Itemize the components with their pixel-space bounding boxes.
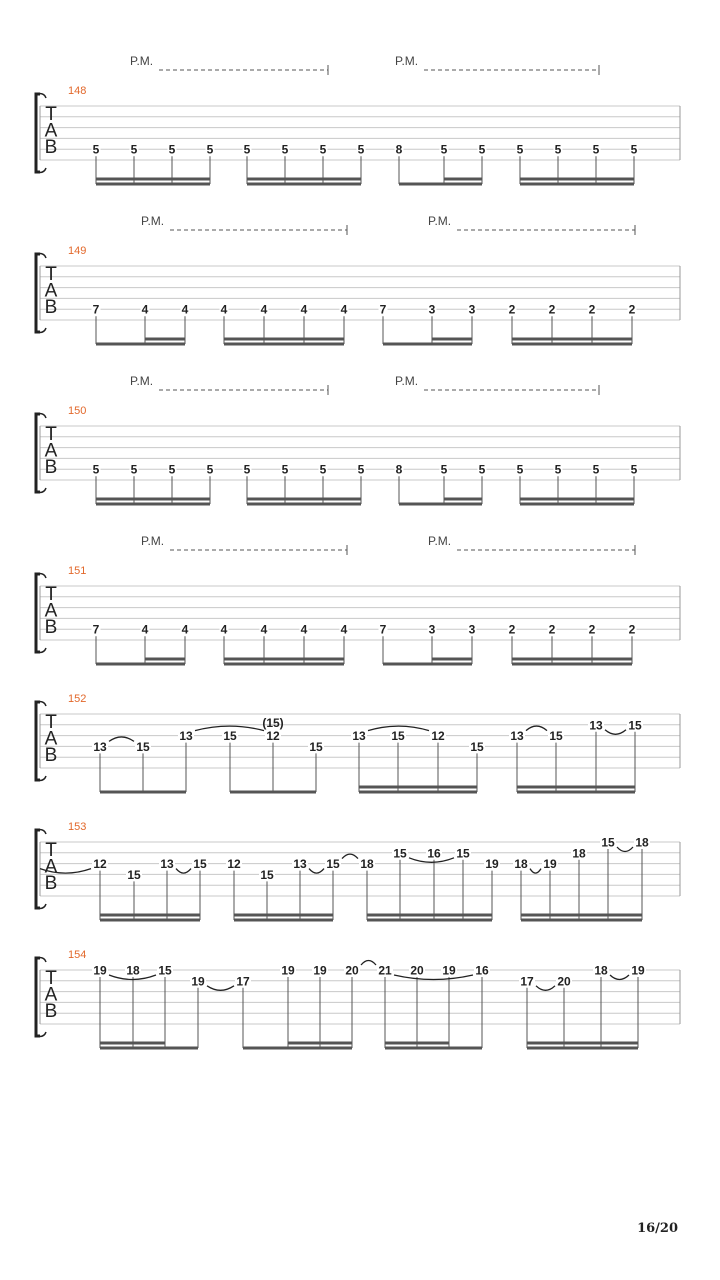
fret-number: 16 <box>427 846 441 861</box>
fret-number: 5 <box>554 142 562 157</box>
fret-number: 5 <box>357 142 365 157</box>
slur <box>109 737 134 742</box>
fret-number: 21 <box>378 963 392 978</box>
fret-number: 18 <box>572 846 586 861</box>
fret-number: 18 <box>360 857 374 872</box>
fret-number: 8 <box>395 462 403 477</box>
tab-system <box>36 821 680 920</box>
fret-number: 5 <box>357 462 365 477</box>
fret-number: 15 <box>223 729 237 744</box>
fret-number: 13 <box>179 729 193 744</box>
measure-number: 153 <box>68 821 87 833</box>
fret-number: 5 <box>281 462 289 477</box>
fret-number: 5 <box>516 462 524 477</box>
fret-number: 20 <box>345 963 359 978</box>
fret-number: 2 <box>628 622 636 637</box>
tab-clef-letter: B <box>44 1001 58 1022</box>
fret-number: 15 <box>127 867 141 882</box>
fret-number: 5 <box>630 462 638 477</box>
fret-number: 5 <box>440 462 448 477</box>
fret-number: 18 <box>514 857 528 872</box>
fret-number: 3 <box>428 302 436 317</box>
fret-number: 5 <box>440 142 448 157</box>
fret-number: 15 <box>456 846 470 861</box>
palm-mute-label: P.M. <box>428 214 452 228</box>
fret-number: 15 <box>326 857 340 872</box>
fret-number: 5 <box>168 142 176 157</box>
fret-number: 5 <box>478 462 486 477</box>
fret-number: 15 <box>136 739 150 754</box>
tab-clef-letter: T <box>45 968 57 989</box>
tab-clef-letter: A <box>44 440 58 462</box>
fret-number: 2 <box>548 302 556 317</box>
fret-number: 5 <box>206 462 214 477</box>
fret-number: 5 <box>319 142 327 157</box>
staff-bracket <box>36 414 40 492</box>
fret-number: 8 <box>395 142 403 157</box>
slur <box>207 986 234 991</box>
fret-number: 5 <box>592 462 600 477</box>
fret-number: 5 <box>592 142 600 157</box>
fret-number: 5 <box>243 142 251 157</box>
fret-number: 5 <box>478 142 486 157</box>
fret-number: 15 <box>628 718 642 733</box>
measure-number: 154 <box>68 949 87 961</box>
fret-number: 2 <box>548 622 556 637</box>
fret-number: 19 <box>442 963 456 978</box>
fret-number: 5 <box>92 142 100 157</box>
palm-mute-label: P.M. <box>130 374 154 388</box>
tab-clef-letter: A <box>44 728 58 750</box>
tab-clef-letter: A <box>44 856 58 878</box>
slur <box>342 854 358 859</box>
page-number: 16/20 <box>637 1221 678 1236</box>
tab-clef-letter: T <box>45 840 57 861</box>
fret-number: 5 <box>168 462 176 477</box>
tab-system <box>36 534 680 664</box>
tab-clef-letter: A <box>44 600 58 622</box>
fret-number: 19 <box>631 963 645 978</box>
tab-clef-letter: T <box>45 712 57 733</box>
tab-system <box>36 693 680 792</box>
fret-number: 5 <box>281 142 289 157</box>
tab-clef-letter: B <box>44 297 58 318</box>
fret-number: 19 <box>543 857 557 872</box>
fret-number: 19 <box>281 963 295 978</box>
slur <box>605 730 626 735</box>
fret-number: 4 <box>300 622 308 637</box>
fret-number: 15 <box>393 846 407 861</box>
measure-number: 150 <box>68 405 87 417</box>
tab-system <box>36 214 680 344</box>
fret-number: 4 <box>220 302 228 317</box>
fret-number: 19 <box>485 857 499 872</box>
measure-number: 148 <box>68 85 87 97</box>
fret-number: 5 <box>92 462 100 477</box>
fret-number: 4 <box>141 302 149 317</box>
fret-number: 7 <box>92 622 100 637</box>
tab-clef-letter: T <box>45 424 57 445</box>
fret-number: 13 <box>293 857 307 872</box>
fret-number: 16 <box>475 963 489 978</box>
palm-mute-label: P.M. <box>141 534 165 548</box>
tab-system <box>36 949 680 1048</box>
fret-number: 4 <box>300 302 308 317</box>
fret-number: 13 <box>160 857 174 872</box>
fret-number: 7 <box>379 302 387 317</box>
fret-number: 5 <box>630 142 638 157</box>
fret-number: 4 <box>220 622 228 637</box>
palm-mute-label: P.M. <box>130 54 154 68</box>
fret-number: 18 <box>126 963 140 978</box>
fret-number: 4 <box>181 622 189 637</box>
slur <box>610 975 629 980</box>
tab-clef-letter: B <box>44 745 58 766</box>
tab-clef-letter: B <box>44 873 58 894</box>
slur <box>361 961 376 966</box>
fret-number: 15 <box>309 739 323 754</box>
fret-number: 5 <box>130 462 138 477</box>
fret-number: 7 <box>379 622 387 637</box>
measure-number: 152 <box>68 693 87 705</box>
ghost-note: (15) <box>262 716 284 730</box>
slur <box>526 726 547 731</box>
palm-mute-label: P.M. <box>428 534 452 548</box>
slur <box>394 975 473 980</box>
fret-number: 3 <box>468 622 476 637</box>
fret-number: 4 <box>260 302 268 317</box>
fret-number: 5 <box>319 462 327 477</box>
fret-number: 3 <box>428 622 436 637</box>
tab-clef-letter: T <box>45 104 57 125</box>
fret-number: 20 <box>557 974 571 989</box>
measure-number: 149 <box>68 245 87 257</box>
fret-number: 15 <box>549 729 563 744</box>
fret-number: 19 <box>191 974 205 989</box>
fret-number: 18 <box>635 835 649 850</box>
fret-number: 15 <box>158 963 172 978</box>
fret-number: 12 <box>227 857 241 872</box>
fret-number: 12 <box>266 729 280 744</box>
tab-clef-letter: T <box>45 264 57 285</box>
fret-number: 15 <box>193 857 207 872</box>
fret-number: 5 <box>554 462 562 477</box>
palm-mute-label: P.M. <box>395 54 419 68</box>
tab-system <box>36 374 680 504</box>
fret-number: 17 <box>520 974 534 989</box>
fret-number: 2 <box>588 622 596 637</box>
fret-number: 15 <box>260 867 274 882</box>
fret-number: 12 <box>93 857 107 872</box>
fret-number: 17 <box>236 974 250 989</box>
staff-bracket <box>36 958 40 1036</box>
fret-number: 5 <box>206 142 214 157</box>
fret-number: 2 <box>508 302 516 317</box>
fret-number: 5 <box>130 142 138 157</box>
tab-clef-letter: A <box>44 280 58 302</box>
slur <box>530 869 541 874</box>
fret-number: 4 <box>340 622 348 637</box>
slur <box>176 869 191 874</box>
fret-number: 2 <box>508 622 516 637</box>
staff-bracket <box>36 574 40 652</box>
tab-clef-letter: B <box>44 617 58 638</box>
slur <box>536 986 555 991</box>
fret-number: 4 <box>181 302 189 317</box>
fret-number: 19 <box>313 963 327 978</box>
tab-system <box>36 54 680 184</box>
staff-bracket <box>36 830 40 908</box>
slur <box>617 847 633 852</box>
tab-clef-letter: A <box>44 120 58 142</box>
fret-number: 2 <box>588 302 596 317</box>
fret-number: 3 <box>468 302 476 317</box>
staff-bracket <box>36 702 40 780</box>
fret-number: 4 <box>141 622 149 637</box>
fret-number: 5 <box>243 462 251 477</box>
staff-bracket <box>36 254 40 332</box>
fret-number: 15 <box>391 729 405 744</box>
tab-clef-letter: B <box>44 457 58 478</box>
fret-number: 13 <box>352 729 366 744</box>
fret-number: 13 <box>589 718 603 733</box>
tab-clef-letter: B <box>44 137 58 158</box>
fret-number: 4 <box>340 302 348 317</box>
fret-number: 19 <box>93 963 107 978</box>
palm-mute-label: P.M. <box>141 214 165 228</box>
tab-clef-letter: T <box>45 584 57 605</box>
fret-number: 20 <box>410 963 424 978</box>
staff-bracket <box>36 94 40 172</box>
slur <box>309 869 324 874</box>
fret-number: 12 <box>431 729 445 744</box>
measure-number: 151 <box>68 565 87 577</box>
fret-number: 13 <box>93 739 107 754</box>
fret-number: 7 <box>92 302 100 317</box>
fret-number: 13 <box>510 729 524 744</box>
fret-number: 2 <box>628 302 636 317</box>
fret-number: 5 <box>516 142 524 157</box>
fret-number: 15 <box>470 739 484 754</box>
palm-mute-label: P.M. <box>395 374 419 388</box>
fret-number: 4 <box>260 622 268 637</box>
tab-clef-letter: A <box>44 984 58 1006</box>
fret-number: 15 <box>601 835 615 850</box>
fret-number: 18 <box>594 963 608 978</box>
